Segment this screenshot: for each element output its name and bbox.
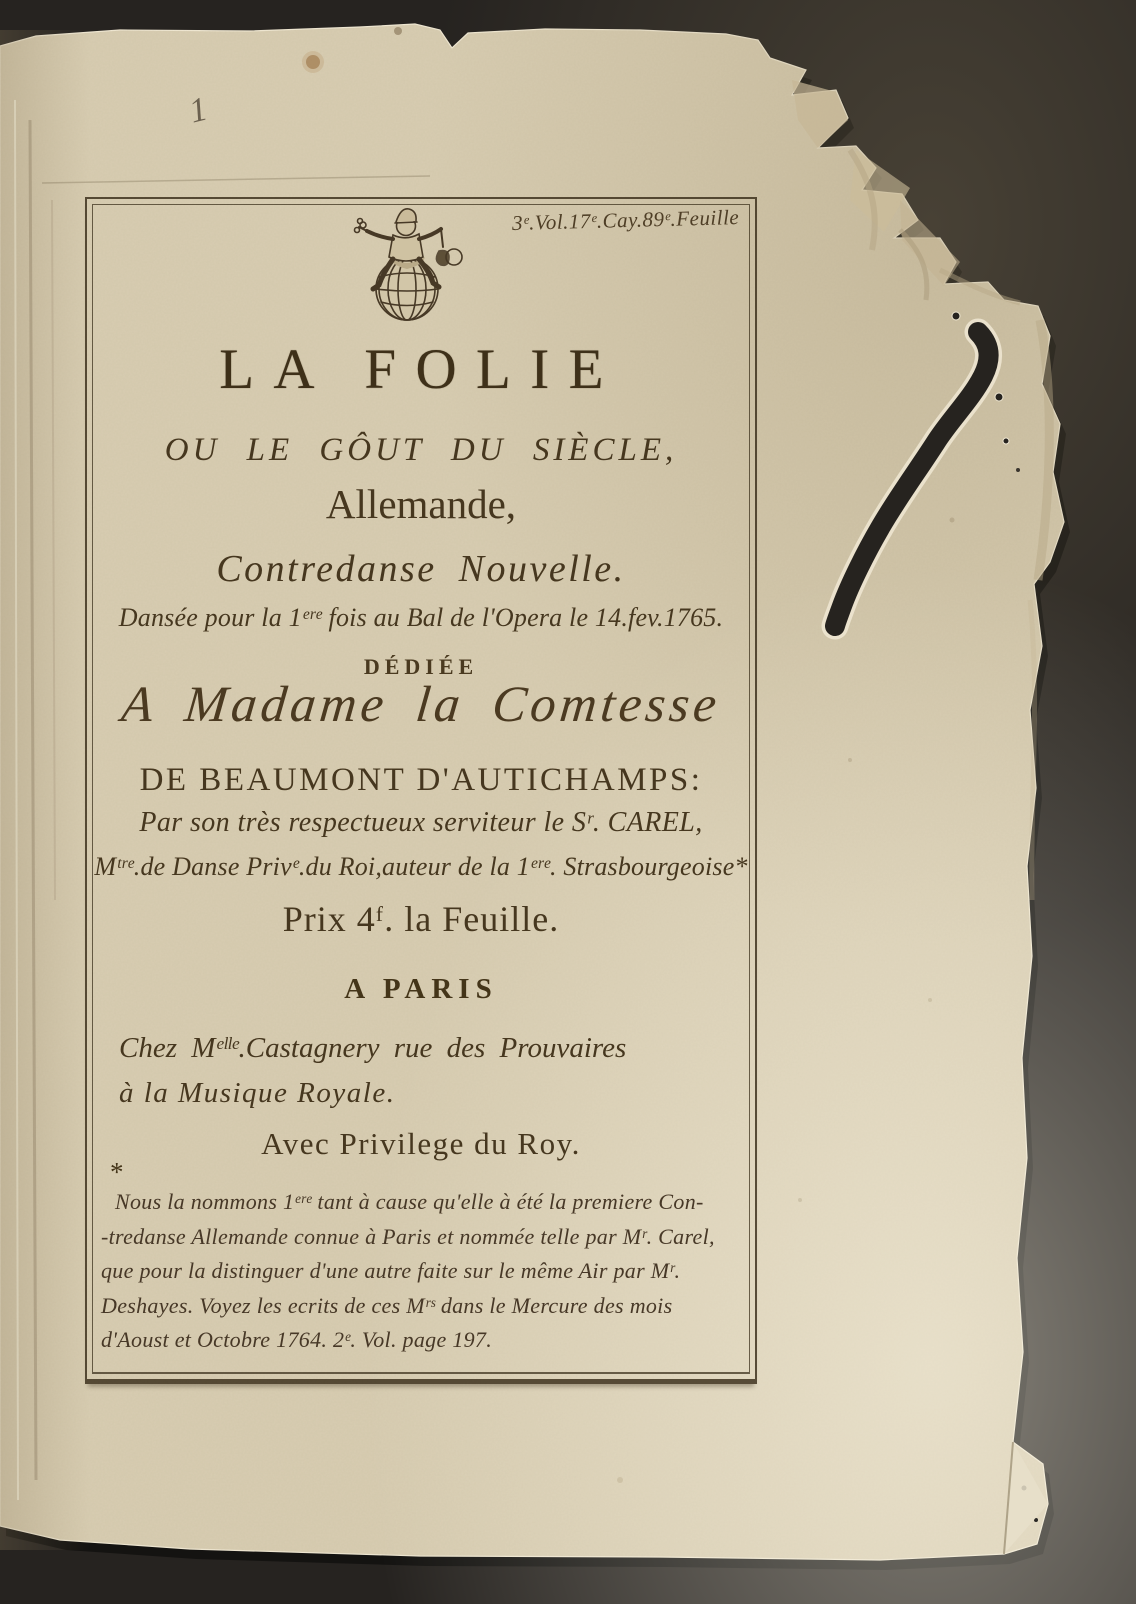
footnote-line-1: Nous la nommons 1ᵉʳᵉ tant à cause qu'elle à été la premiere Con-: [115, 1189, 704, 1214]
subtitle: OU LE GÔUT DU SIÈCLE,: [164, 432, 678, 468]
footnote-line-5: d'Aoust et Octobre 1764. 2ᵉ. Vol. page 197.: [101, 1327, 493, 1352]
footnote-line-3: que pour la distinguer d'une autre faite sur le même Air par Mʳ.: [101, 1258, 681, 1283]
genre-line-contredanse: Contredanse Nouvelle.: [216, 548, 626, 590]
folly-on-globe-emblem: [335, 199, 475, 324]
price-line: Prix 4ᶠ. la Feuille.: [282, 899, 560, 939]
footnote-marker: *: [110, 1157, 124, 1187]
printed-frame: [85, 197, 757, 1384]
dedicatee-name-line: DE BEAUMONT D'AUTICHAMPS:: [139, 762, 703, 798]
premiere-performance-line: Dansée pour la 1ᵉʳᵉ fois au Bal de l'Opera le 14.fev.1765.: [118, 603, 724, 632]
footnote-line-4: Deshayes. Voyez les ecrits de ces Mʳˢ dans le Mercure des mois: [101, 1292, 673, 1318]
footnote-block: [101, 1185, 741, 1358]
servant-line: Par son très respectueux serviteur le Sʳ. CAREL,: [139, 807, 703, 838]
privilege-line: Avec Privilege du Roy.: [261, 1126, 581, 1161]
imprint-city: A PARIS: [344, 973, 498, 1005]
publisher-line-2: à la Musique Royale.: [119, 1077, 396, 1109]
dedicatee-script-line: A Madame la Comtesse: [119, 677, 723, 733]
publisher-line-1: Chez Mᵉˡˡᵉ.Castagnery rue des Prouvaires: [119, 1032, 627, 1064]
main-title: LA FOLIE: [219, 338, 623, 401]
author-title-line: Mᵗʳᵉ.de Danse Privᵉ.du Roi,auteur de la 1ᵉʳᵉ. Strasbourgeoise*: [94, 852, 748, 881]
footnote-line-2: -tredanse Allemande connue à Paris et nommée telle par Mʳ. Carel,: [101, 1223, 715, 1249]
handwritten-folio-number: 1: [185, 90, 212, 131]
dedication-word: DÉDIÉE: [363, 654, 479, 679]
shelf-annotation: 3ᵉ.Vol.17ᵉ.Cay.89ᵉ.Feuille: [511, 205, 740, 235]
genre-line-allemande: Allemande,: [325, 481, 517, 527]
